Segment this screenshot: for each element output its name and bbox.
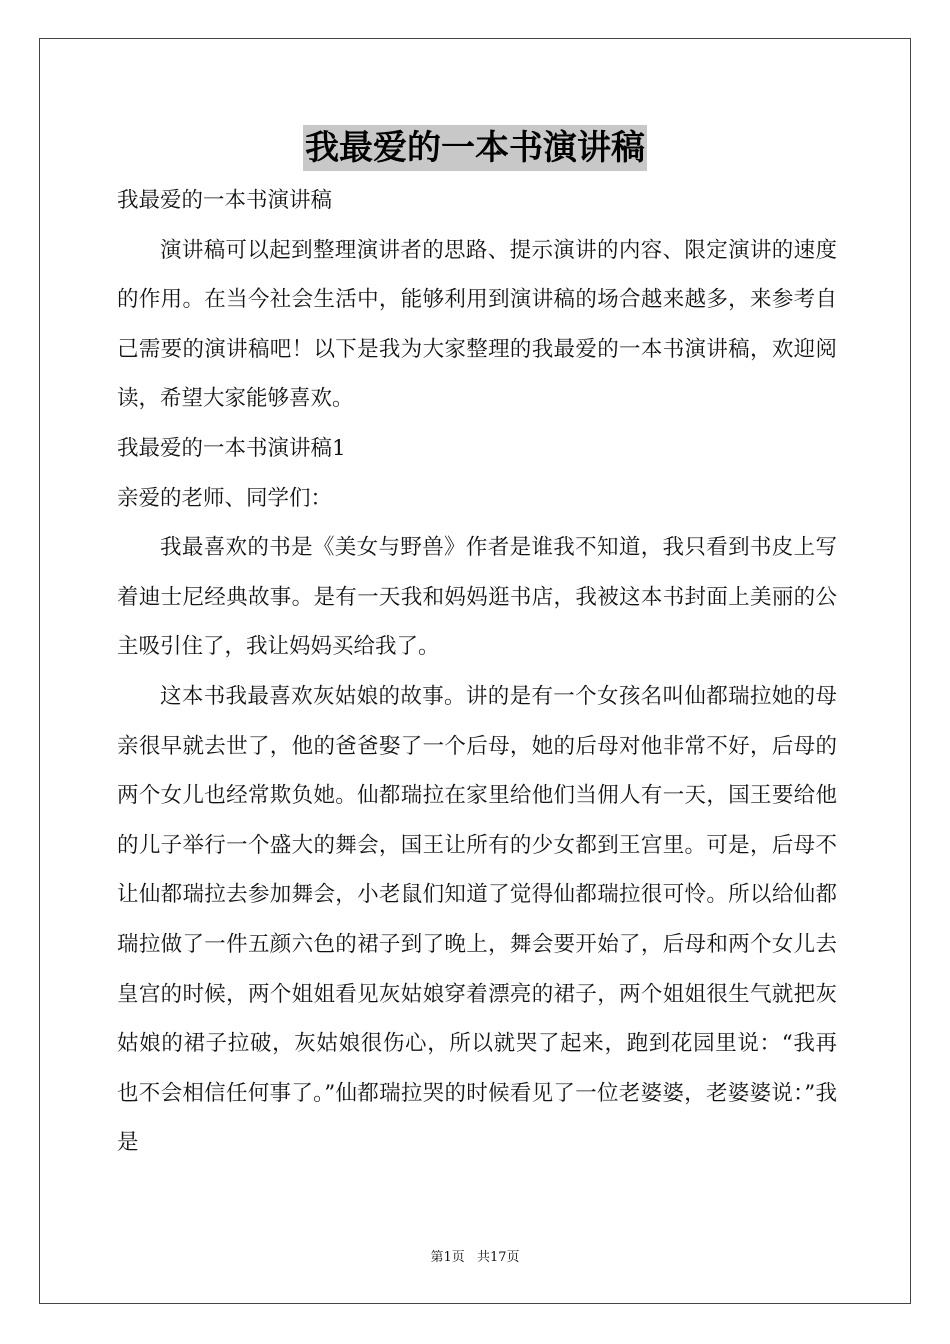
paragraph: 我最喜欢的书是《美女与野兽》作者是谁我不知道，我只看到书皮上写着迪士尼经典故事。是有一天我和妈妈逛书店，我被这本书封面上美丽的公主吸引住了，我让妈妈买给我了。 bbox=[117, 535, 837, 660]
paragraph: 我最爱的一本书演讲稿 bbox=[117, 188, 333, 213]
page-total: 共17页 bbox=[476, 1250, 520, 1265]
page-number: 第1页 bbox=[430, 1250, 465, 1265]
title-container bbox=[0, 125, 950, 171]
paragraph: 演讲稿可以起到整理演讲者的思路、提示演讲的内容、限定演讲的速度的作用。在当今社会生活中，能够利用到演讲稿的场合越来越多，来参考自己需要的演讲稿吧！以下是我为大家整理的我最爱的一本书演讲稿，欢迎阅读，希望大家能够喜欢。 bbox=[117, 237, 837, 412]
document-body bbox=[117, 176, 837, 1168]
paragraph: 我最爱的一本书演讲稿1 bbox=[117, 435, 346, 461]
page-footer bbox=[0, 1246, 950, 1265]
document-title: 我最爱的一本书演讲稿 bbox=[303, 125, 647, 171]
paragraph: 亲爱的老师、同学们： bbox=[117, 485, 333, 511]
paragraph: 这本书我最喜欢灰姑娘的故事。讲的是有一个女孩名叫仙都瑞拉她的母亲很早就去世了，他的爸爸娶了一个后母，她的后母对他非常不好，后母的两个女儿也经常欺负她。仙都瑞拉在家里给他们当佣人有一天，国王要给他的儿子举行一个盛大的舞会，国王让所有的少女都到王宫里。可是，后母不让仙都瑞拉去参加舞会，小老鼠们知道了觉得仙都瑞拉很可怜。所以给仙都瑞拉做了一件五颜六色的裙子到了晚上，舞会要开始了，后母和两个女儿去皇宫的时候，两个姐姐看见灰姑娘穿着漂亮的裙子，两个姐姐很生气就把灰姑娘的裙子拉破，灰姑娘很伤心，所以就哭了起来，跑到花园里说：“我再也不会相信任何事了。”仙都瑞拉哭的时候看见了一位老婆婆，老婆婆说：”我是 bbox=[117, 683, 837, 1156]
